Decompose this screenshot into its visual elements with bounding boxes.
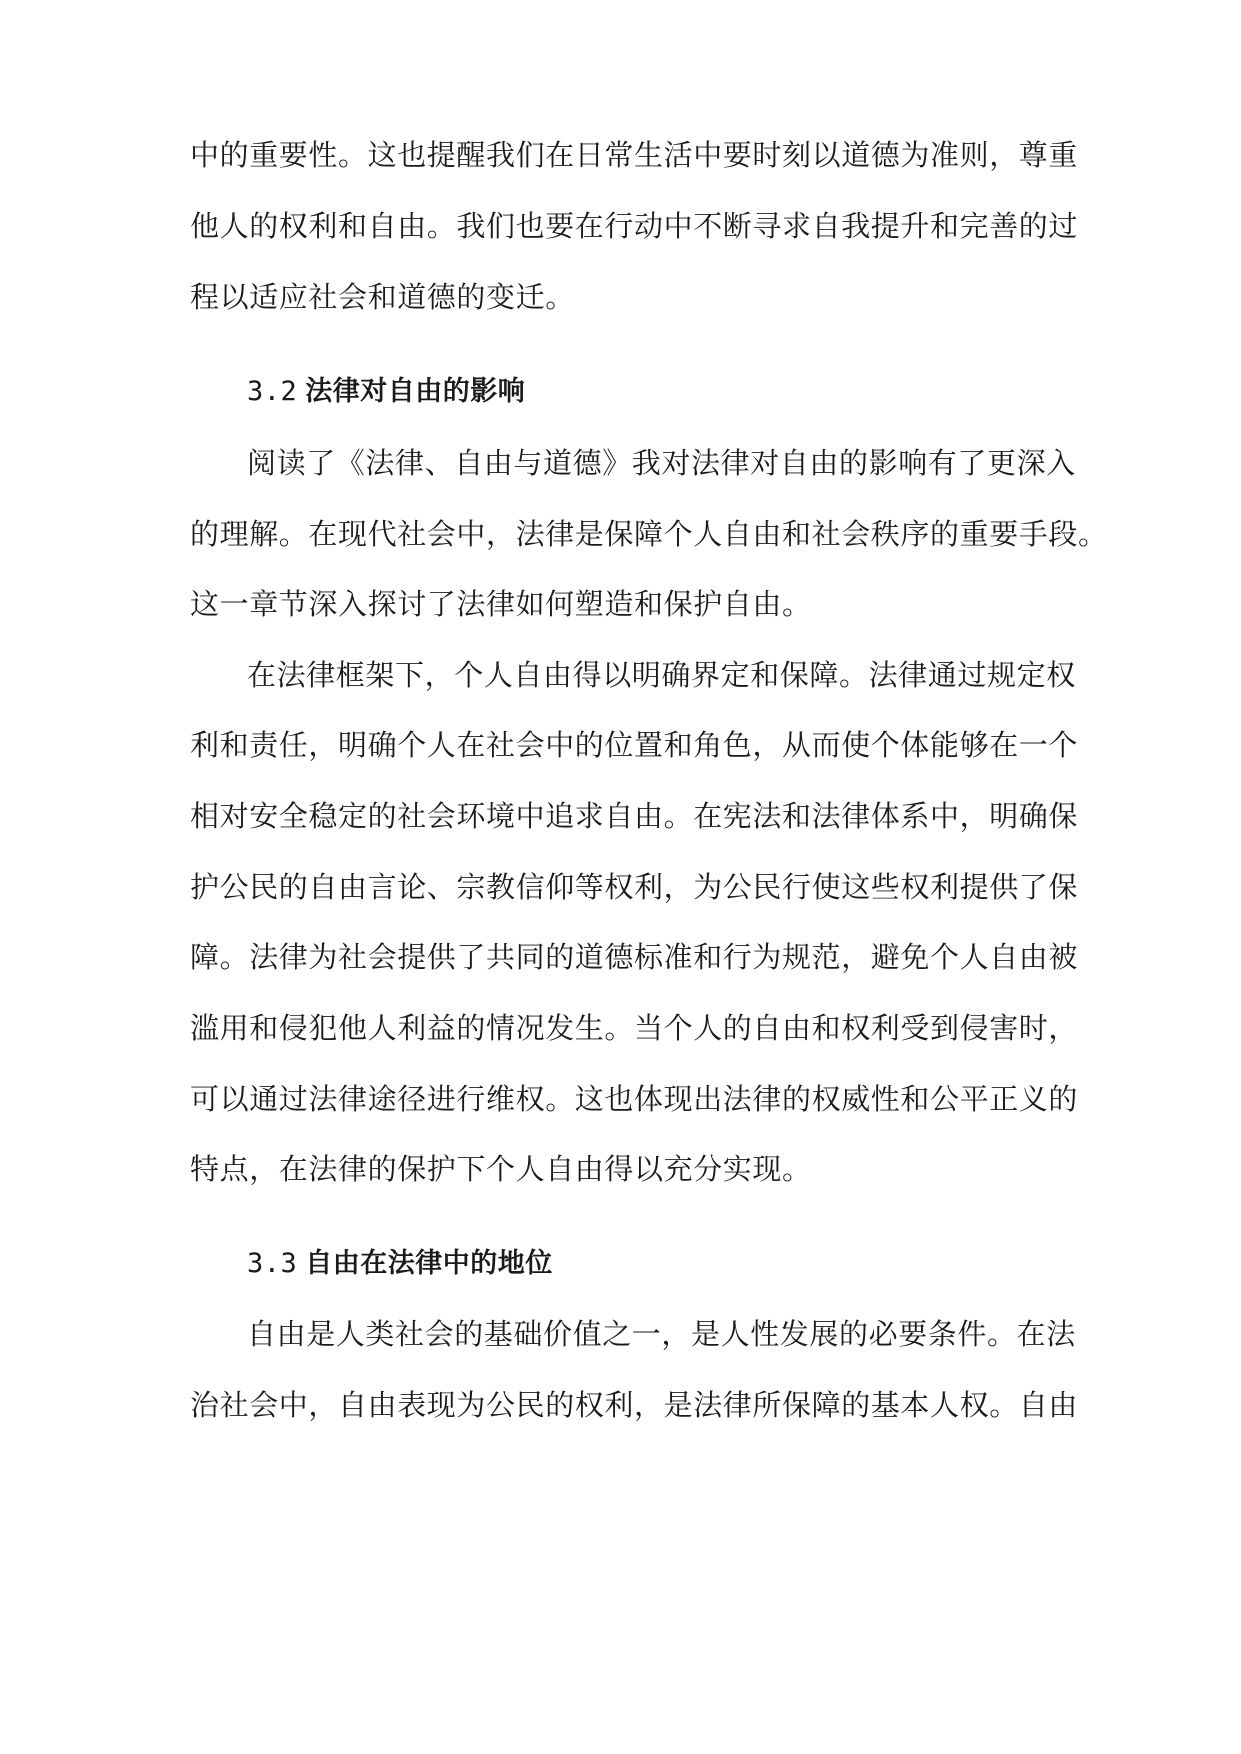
section-title: 法律对自由的影响 [305, 376, 526, 407]
paragraph-line: 这一章节深入探讨了法律如何塑造和保护自由。 [190, 587, 812, 621]
section-heading-3-3 [247, 1246, 553, 1282]
section-title: 自由在法律中的地位 [305, 1248, 553, 1279]
paragraph-line: 阅读了《法律、自由与道德》我对法律对自由的影响有了更深入 [247, 446, 1076, 480]
paragraph-line: 利和责任，明确个人在社会中的位置和角色，从而使个体能够在一个 [190, 728, 1079, 762]
paragraph-line: 治社会中，自由表现为公民的权利，是法律所保障的基本人权。自由 [190, 1388, 1079, 1422]
paragraph-line: 中的重要性。这也提醒我们在日常生活中要时刻以道德为准则，尊重 [190, 138, 1079, 172]
paragraph-line: 相对安全稳定的社会环境中追求自由。在宪法和法律体系中，明确保 [190, 799, 1079, 833]
paragraph-line: 护公民的自由言论、宗教信仰等权利，为公民行使这些权利提供了保 [190, 870, 1079, 904]
paragraph-line: 障。法律为社会提供了共同的道德标准和行为规范，避免个人自由被 [190, 940, 1079, 974]
section-number: 3.2 [247, 376, 298, 407]
section-heading-3-2 [247, 374, 525, 410]
paragraph-line: 他人的权利和自由。我们也要在行动中不断寻求自我提升和完善的过 [190, 209, 1079, 243]
section-number: 3.3 [247, 1248, 298, 1279]
paragraph-line: 特点，在法律的保护下个人自由得以充分实现。 [190, 1152, 812, 1186]
paragraph-line: 自由是人类社会的基础价值之一，是人性发展的必要条件。在法 [247, 1317, 1076, 1351]
paragraph-line: 的理解。在现代社会中，法律是保障个人自由和社会秩序的重要手段。 [190, 517, 1108, 551]
paragraph-line: 滥用和侵犯他人利益的情况发生。当个人的自由和权利受到侵害时， [190, 1011, 1079, 1045]
paragraph-line: 程以适应社会和道德的变迁。 [190, 280, 575, 314]
paragraph-line: 可以通过法律途径进行维权。这也体现出法律的权威性和公平正义的 [190, 1082, 1079, 1116]
paragraph-line: 在法律框架下，个人自由得以明确界定和保障。法律通过规定权 [247, 658, 1076, 692]
